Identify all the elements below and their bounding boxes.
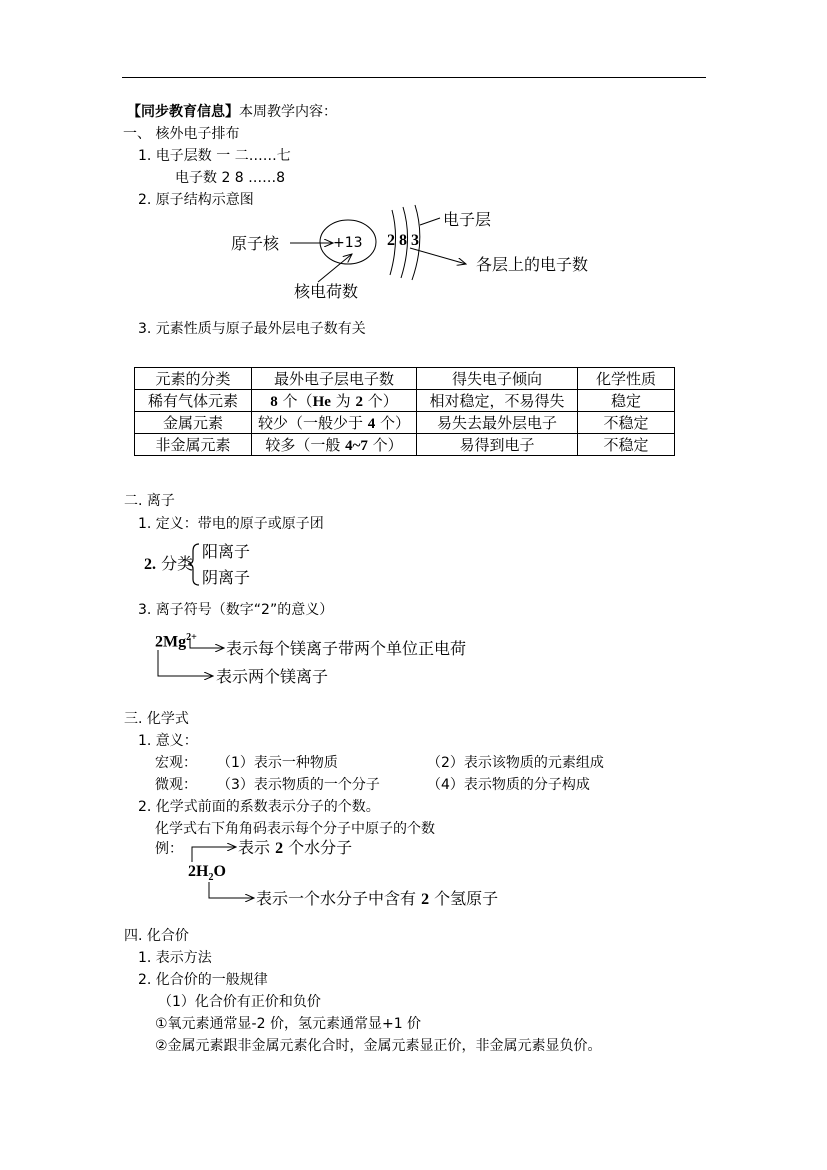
section4-title: 四. 化合价 [124, 928, 189, 944]
cell-text: 个） [362, 392, 398, 410]
header-text: 本周教学内容： [239, 104, 337, 120]
per-shell-label: 各层上的电子数 [476, 255, 589, 274]
water-meaning-1 [238, 838, 352, 858]
table-cell: 稳定 [578, 390, 675, 412]
meaning-text: 表示一个水分子中含有 [256, 889, 422, 908]
table-header-cell: 得失电子倾向 [417, 368, 578, 390]
section3-item2: 2. 化学式前面的系数表示分子的个数。 [138, 799, 380, 815]
ion-charge: 2+ [186, 632, 197, 643]
water-formula [188, 862, 226, 884]
table-cell: 稀有气体元素 [135, 390, 252, 412]
header-label: 【同步教育信息】 [127, 105, 239, 120]
cell-number: 4 [367, 416, 376, 432]
section1-item1-sub: 电子数 2 8 ……8 [175, 170, 286, 186]
micro-label: 微观： [155, 777, 197, 793]
section4-item1: 1. 表示方法 [138, 950, 212, 966]
ion-meaning-2: 表示两个镁离子 [216, 667, 329, 686]
cell-number: 8 [270, 394, 278, 410]
macro-label: 宏观： [155, 755, 197, 771]
meaning-number: 2 [275, 840, 284, 857]
section3-title: 三. 化学式 [124, 711, 189, 727]
nuclear-charge: +13 [333, 235, 363, 251]
cell-text: 个） [367, 436, 403, 454]
table-header-cell: 最外电子层电子数 [252, 368, 417, 390]
table-header-cell: 元素的分类 [135, 368, 252, 390]
cell-text: 为 [330, 392, 356, 410]
table-cell: 非金属元素 [135, 434, 252, 456]
section4-item2: 2. 化合价的一般规律 [138, 972, 268, 988]
section2-title: 二. 离子 [124, 493, 175, 509]
cell-text: 较少（一般少于 [257, 414, 368, 432]
section1-item1: 1. 电子层数 一 二……七 [138, 148, 291, 164]
section1-item3: 3. 元素性质与原子最外层电子数有关 [138, 321, 366, 337]
item-number: 2. [144, 556, 156, 573]
table-cell: 相对稳定，不易得失 [417, 390, 578, 412]
cation-label: 阳离子 [202, 542, 251, 561]
shell-label: 电子层 [443, 210, 492, 229]
valence-rule-1: （1）化合价有正价和负价 [158, 994, 321, 1010]
subscript-arrow [209, 882, 254, 898]
meaning-number: 2 [421, 891, 430, 908]
formula-part: 2H [188, 863, 209, 880]
ion-meaning-1: 表示每个镁离子带两个单位正电荷 [226, 639, 467, 658]
section3-item1: 1. 意义： [138, 733, 198, 749]
section2-item3: 3. 离子符号（数字“2”的意义） [138, 602, 334, 618]
charge-label: 核电荷数 [294, 282, 359, 301]
anion-label: 阴离子 [202, 568, 251, 587]
water-meaning-2 [256, 889, 498, 909]
macro-meaning-1: （1）表示一种物质 [217, 755, 338, 771]
meaning-text: 个水分子 [283, 838, 353, 857]
item-label: 分类 [156, 554, 194, 573]
ion-symbol-base: 2Mg [155, 633, 187, 651]
table-cell: 易得到电子 [417, 434, 578, 456]
table-header-cell: 化学性质 [578, 368, 675, 390]
valence-rule-1a: ①氧元素通常显-2 价，氢元素通常显+1 价 [155, 1016, 422, 1032]
cell-number: 2 [355, 394, 363, 410]
micro-meaning-1: （3）表示物质的一个分子 [217, 777, 380, 793]
meaning-text: 个氢原子 [429, 889, 499, 908]
table-cell: 不稳定 [578, 412, 675, 434]
macro-meaning-2: （2）表示该物质的元素组成 [427, 755, 604, 771]
nucleus-label: 原子核 [231, 234, 280, 253]
electron-distribution: 2 8 3 [387, 232, 419, 249]
valence-rule-1b: ②金属元素跟非金属元素化合时，金属元素显正价，非金属元素显负价。 [155, 1038, 602, 1054]
section1-title: 一、 核外电子排布 [123, 126, 240, 142]
cell-number: 4~7 [345, 438, 368, 454]
example-label: 例： [155, 841, 183, 857]
cell-text: 个（ [277, 392, 313, 410]
formula-subscript: 2 [208, 872, 214, 884]
meaning-text: 表示 [238, 838, 276, 857]
table-cell: 金属元素 [135, 412, 252, 434]
micro-meaning-2: （4）表示物质的分子构成 [427, 777, 590, 793]
section1-item2: 2. 原子结构示意图 [138, 192, 254, 208]
table-cell: 不稳定 [578, 434, 675, 456]
coefficient-arrow [192, 847, 236, 862]
cell-symbol: He [312, 394, 331, 410]
section2-item1: 1. 定义：带电的原子或原子团 [138, 516, 324, 532]
cell-text: 个） [375, 414, 411, 432]
table-cell: 易失去最外层电子 [417, 412, 578, 434]
section3-item2b: 化学式右下角角码表示每个分子中原子的个数 [155, 821, 435, 837]
formula-part: O [213, 863, 226, 880]
cell-text: 较多（一般 [265, 436, 346, 454]
